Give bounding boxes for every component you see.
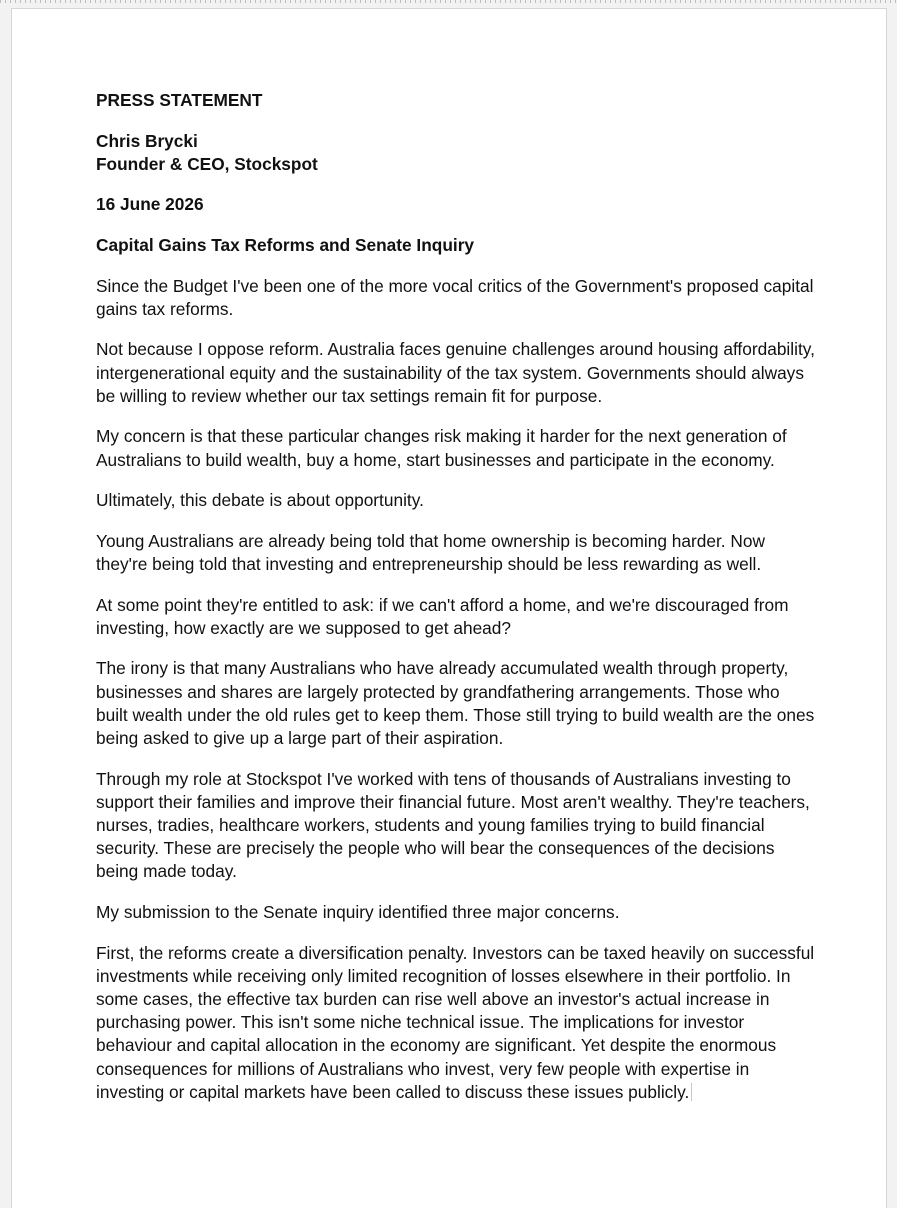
- text-cursor: [691, 1083, 692, 1101]
- press-statement-heading: PRESS STATEMENT: [96, 90, 263, 110]
- last-paragraph: [96, 942, 816, 1104]
- body-paragraph: Young Australians are already being told that home ownership is becoming harder. Now they're being told that investing and entrepreneurship should be less rewarding as well.: [96, 530, 765, 574]
- body-paragraph: Through my role at Stockspot I've worked with tens of thousands of Australians investing to support their families and improve their financial future. Most aren't wealthy. They're teachers, nurses, tradies, healthcare workers, students and young families trying to build financial security. These are precisely the people who will bear the consequences of the decisions being made today.: [96, 768, 810, 882]
- body-paragraph: Not because I oppose reform. Australia faces genuine challenges around housing affordability, intergenerational equity and the sustainability of the tax system. Governments should always be willing to review whether our tax settings remain fit for purpose.: [96, 339, 815, 406]
- author-title: Founder & CEO, Stockspot: [96, 153, 318, 174]
- document-page[interactable]: [11, 8, 887, 1208]
- body-paragraph: At some point they're entitled to ask: if we can't afford a home, and we're discouraged from investing, how exactly are we supposed to get ahead?: [96, 594, 789, 638]
- author-name: Chris Brycki: [96, 130, 198, 151]
- document-body[interactable]: [96, 89, 816, 1121]
- statement-subject: Capital Gains Tax Reforms and Senate Inquiry: [96, 234, 475, 255]
- body-paragraph-text: First, the reforms create a diversification penalty. Investors can be taxed heavily on successful investments while receiving only limited recognition of losses elsewhere in their portfolio. In some cases, the effective tax burden can rise well above an investor's actual increase in purchasing power. This isn't some niche technical issue. The implications for investor behaviour and capital allocation in the economy are significant. Yet despite the enormous consequences for millions of Australians who invest, very few people with expertise in investing or capital markets have been called to discuss these issues publicly.: [96, 942, 815, 1102]
- statement-date: 16 June 2026: [96, 194, 204, 215]
- top-ruler: [0, 0, 897, 3]
- author-block: [96, 130, 816, 176]
- body-paragraph: Ultimately, this debate is about opportunity.: [96, 490, 424, 511]
- body-paragraph: The irony is that many Australians who have already accumulated wealth through property, businesses and shares are largely protected by grandfathering arrangements. Those who built wealth under the old rules get to keep them. Those still trying to build wealth are the ones being asked to give up a large part of their aspiration.: [96, 658, 815, 748]
- body-paragraph: Since the Budget I've been one of the more vocal critics of the Government's proposed capital gains tax reforms.: [96, 275, 814, 319]
- body-paragraph: My concern is that these particular changes risk making it harder for the next generation of Australians to build wealth, buy a home, start businesses and participate in the economy.: [96, 426, 787, 470]
- body-paragraph: My submission to the Senate inquiry identified three major concerns.: [96, 901, 620, 922]
